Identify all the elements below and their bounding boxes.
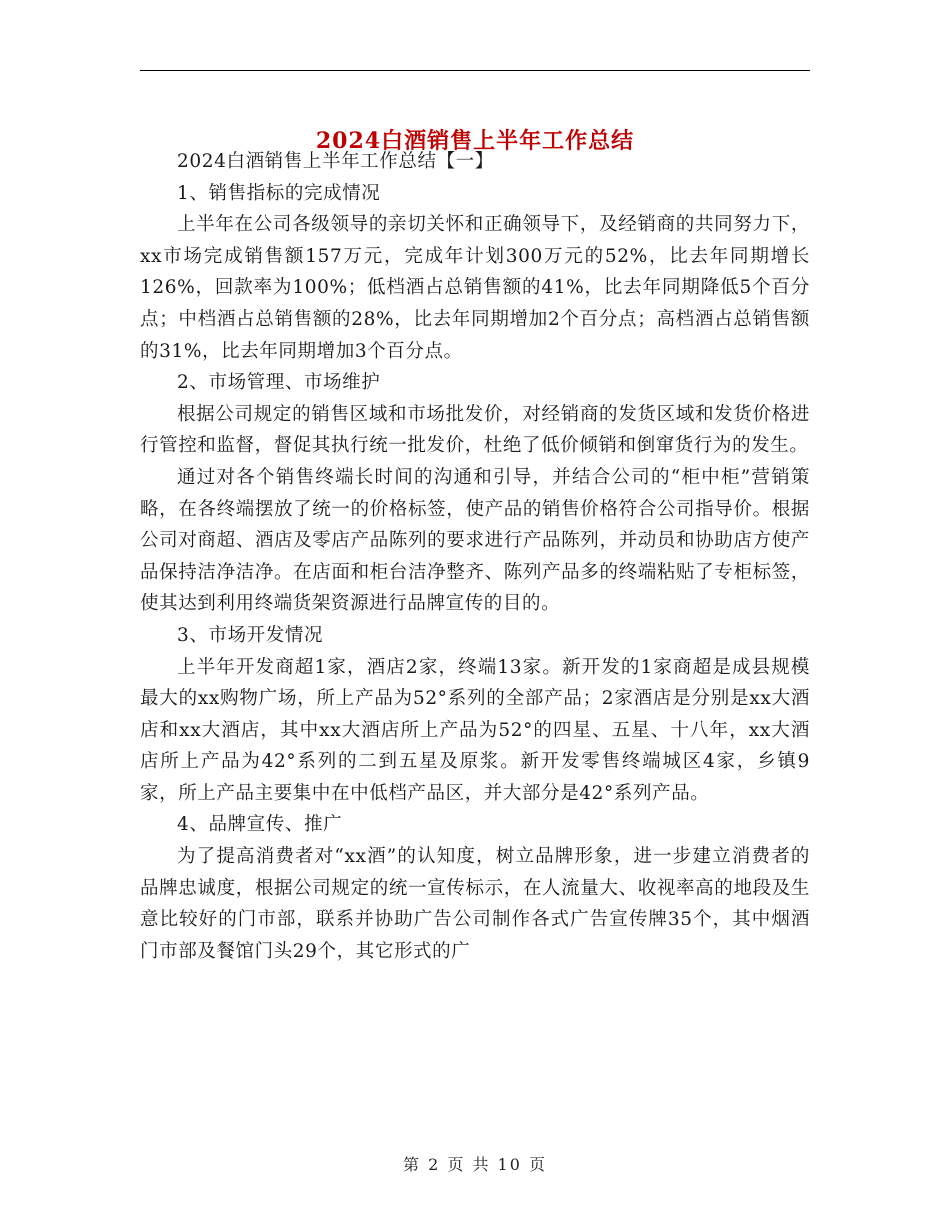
body-paragraph: 根据公司规定的销售区域和市场批发价，对经销商的发货区域和发货价格进行管控和监督，督促其执行统一批发价，杜绝了低价倾销和倒窜货行为的发生。	[140, 403, 810, 457]
body-paragraph: 通过对各个销售终端长时间的沟通和引导，并结合公司的“柜中柜”营销策略，在各终端摆放了统一的价格标签，使产品的销售价格符合公司指导价。根据公司对商超、酒店及零店产品陈列的要求进行产品陈列，并动员和协助店方使产品保持洁净洁净。在店面和柜台洁净整齐、陈列产品多的终端粘贴了专柜标签，使其达到利用终端货架资源进行品牌宣传的目的。	[140, 466, 810, 615]
subsection-heading: 1、销售指标的完成情况	[177, 182, 381, 204]
subsection-heading: 2、市场管理、市场维护	[177, 372, 381, 394]
document-title: 2024白酒销售上半年工作总结	[315, 127, 635, 154]
body-paragraph: 上半年开发商超1家，酒店2家，终端13家。新开发的1家商超是成县规模最大的xx购物广场，所上产品为52°系列的全部产品；2家酒店是分别是xx大酒店和xx大酒店，其中xx大酒店所上产品为52°的四星、五星、十八年，xx大酒店所上产品为42°系列的二到五星及原浆。新开发零售终端城区4家，乡镇9家，所上产品主要集中在中低档产品区，并大部分是42°系列产品。	[140, 656, 810, 804]
document-body	[140, 146, 810, 967]
subsection-heading: 4、品牌宣传、推广	[177, 814, 343, 836]
section-heading: 2024白酒销售上半年工作总结【一】	[177, 151, 494, 172]
body-paragraph: 上半年在公司各级领导的亲切关怀和正确领导下，及经销商的共同努力下，xx市场完成销售额157万元，完成年计划300万元的52%，比去年同期增长126%，回款率为100%；低档酒占总销售额的41%，比去年同期降低5个百分点；中档酒占总销售额的28%，比去年同期增加2个百分点；高档酒占总销售额的31%，比去年同期增加3个百分点。	[140, 214, 810, 362]
body-paragraph: 为了提高消费者对“xx酒”的认知度，树立品牌形象，进一步建立消费者的品牌忠诚度，根据公司规定的统一宣传标示，在人流量大、收视率高的地段及生意比较好的门市部，联系并协助广告公司制作各式广告宣传牌35个，其中烟酒门市部及餐馆门头29个，其它形式的广	[140, 846, 810, 962]
page-number-footer: 第 2 页 共 10 页	[403, 1155, 547, 1174]
header-rule	[140, 70, 810, 71]
subsection-heading: 3、市场开发情况	[177, 624, 324, 646]
